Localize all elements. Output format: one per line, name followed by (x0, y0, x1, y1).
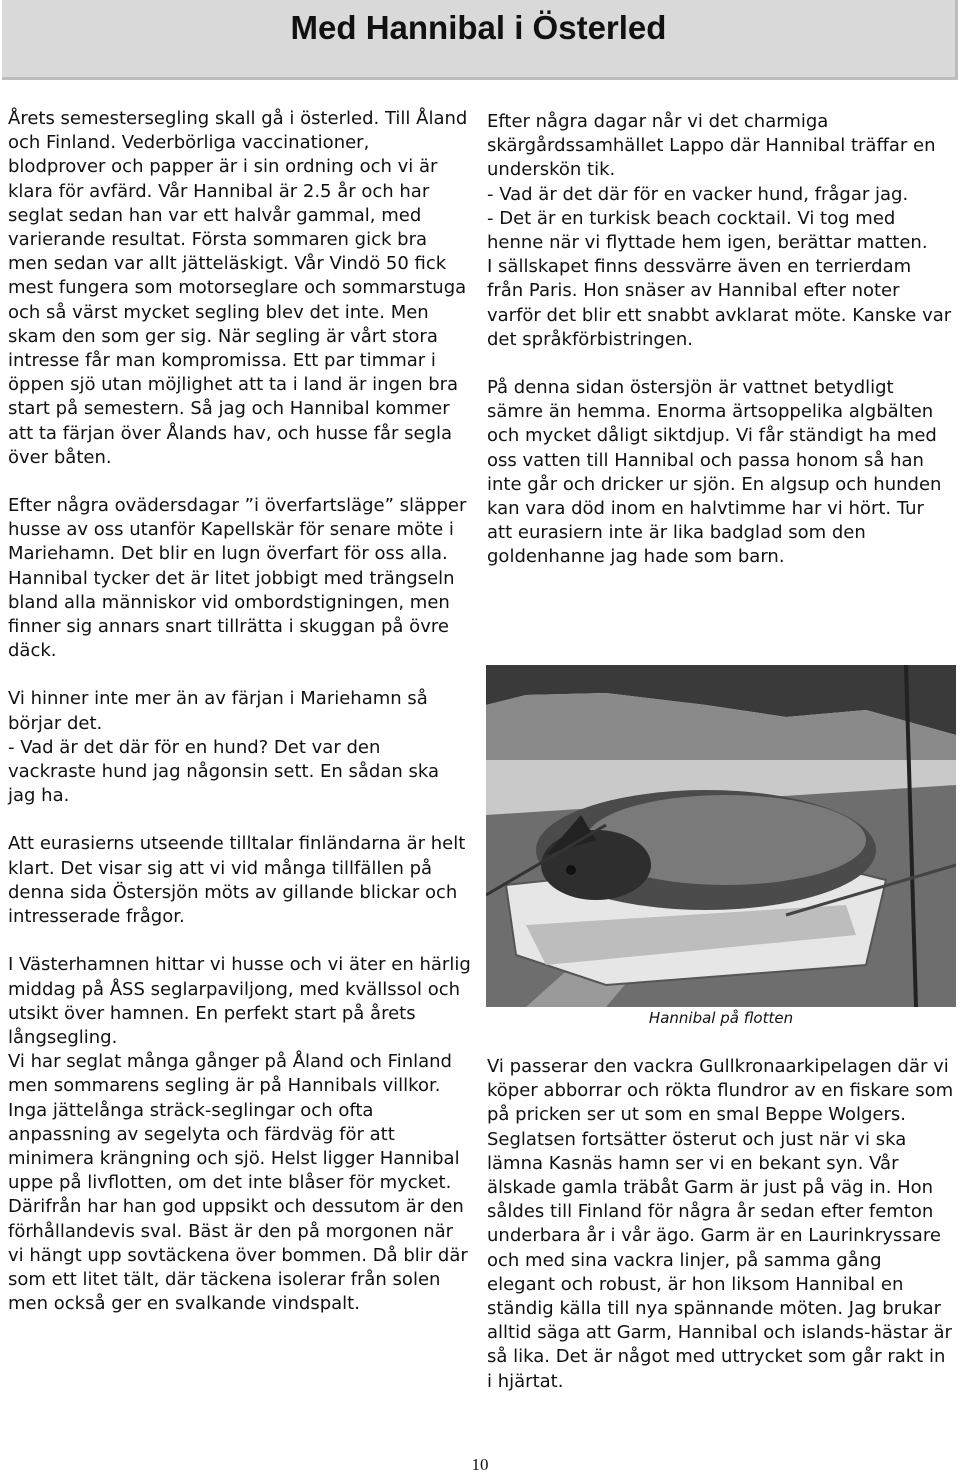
paragraph: Efter några dagar når vi det charmiga skärgårdssamhället Lappo där Hannibal träffar en underskön tik. - Vad är det där för en vacker hund, frågar jag. - Det är en turkisk beach cocktail. Vi tog med henne när vi flyttade hem igen, berättar matten. I sällskapet finns dessvärre även en terrierdam från Paris. Hon snäser av Hannibal efter noter varför det blir ett snabbt avklarat möte. Kanske var det språkförbistringen. (487, 111, 952, 350)
right-column-bottom (487, 1055, 955, 1418)
page-header (2, 0, 958, 80)
paragraph: Att eurasierns utseende tilltalar finländarna är helt klart. Det visar sig att vi vid många tillfällen på denna sida Östersjön möts av gillande blickar och intresserade frågor. (8, 833, 466, 928)
page-title: Med Hannibal i Österled (290, 9, 667, 46)
paragraph: Vi hinner inte mer än av färjan i Mariehamn så börjar det. - Vad är det där för en hund? Det var den vackraste hund jag någonsin sett. En sådan ska jag ha. (8, 688, 440, 807)
paragraph: Vi passerar den vackra Gullkronaarkipelagen där vi köper abborrar och rökta flundror av en fiskare som på pricken ser ut som en smal Beppe Wolgers. Seglatsen fortsätter österut och just när vi ska lämna Kasnäs hamn ser vi en bekant syn. Vår älskade gamla träbåt Garm är just på väg in. Hon såldes till Finland för några år sedan efter femton underbara år i vår ägo. Garm är en Laurinkryssare och med sina vackra linjer, på samma gång elegant och robust, är hon liksom Hannibal en ständig källa till nya spännande möten. Jag brukar alltid säga att Garm, Hannibal och islands-hästar är så lika. Det är något med uttrycket som går rakt in i hjärtat. (487, 1056, 954, 1392)
paragraph: Efter några ovädersdagar ”i överfartsläge” släpper husse av oss utanför Kapellskär för senare möte i Mariehamn. Det blir en lugn överfart för oss alla. Hannibal tycker det är litet jobbigt med trängseln bland alla människor vid ombordstigningen, men finner sig annars snart tillrätta i skuggan på övre däck. (8, 495, 467, 662)
page-number: 10 (471, 1455, 489, 1474)
right-column (487, 110, 953, 594)
paragraph: Årets semestersegling skall gå i österled. Till Åland och Finland. Vederbörliga vaccinationer, blodprover och papper är i sin ordning och vi är klara för avfärd. Vår Hannibal är 2.5 år och har seglat sedan han var ett halvår gammal, med varierande resultat. Första sommaren gick bra men sedan var allt jätteläskigt. Vår Vindö 50 fick mest fungera som motorseglare och sommarstuga och så värst mycket segling blev det inte. Men skam den som ger sig. När segling är vårt stora intresse får man kompromissa. Ett par timmar i öppen sjö utan möjlighet att ta i land är ingen bra start på semestern. Så jag och Hannibal kommer att ta färjan över Ålands hav, och husse får segla över båten. (8, 108, 468, 468)
left-column (8, 107, 472, 1340)
paragraph: I Västerhamnen hittar vi husse och vi äter en härlig middag på ÅSS seglarpaviljong, med kvällssol och utsikt över hamnen. En perfekt start på årets långsegling. Vi har seglat många gånger på Åland och Finland men sommarens segling är på Hannibals villkor. Inga jättelånga sträck-seglingar och ofta anpassning av segelyta och färdväg för att minimera krängning och sjö. Helst ligger Hannibal uppe på livflotten, om det inte blåser för mycket. Därifrån har han god uppsikt och dessutom är den förhållandevis sval. Bäst är den på morgonen när vi hängt upp sovtäckena över bommen. Då blir där som ett litet tält, där täckena isolerar från solen men också ger en svalkande vindspalt. (8, 954, 471, 1315)
dog-photo (486, 665, 956, 1007)
paragraph: På denna sidan östersjön är vattnet betydligt sämre än hemma. Enorma ärtsoppelika algbälten och mycket dåligt siktdjup. Vi får ständigt ha med oss vatten till Hannibal och passa honom så han inte går och dricker ur sjön. En algsup och hunden kan vara död inom en halvtimme har vi hört. Tur att eurasiern inte är lika badglad som den goldenhanne jag hade som barn. (487, 377, 942, 568)
photo-caption: Hannibal på flotten (648, 1009, 794, 1027)
